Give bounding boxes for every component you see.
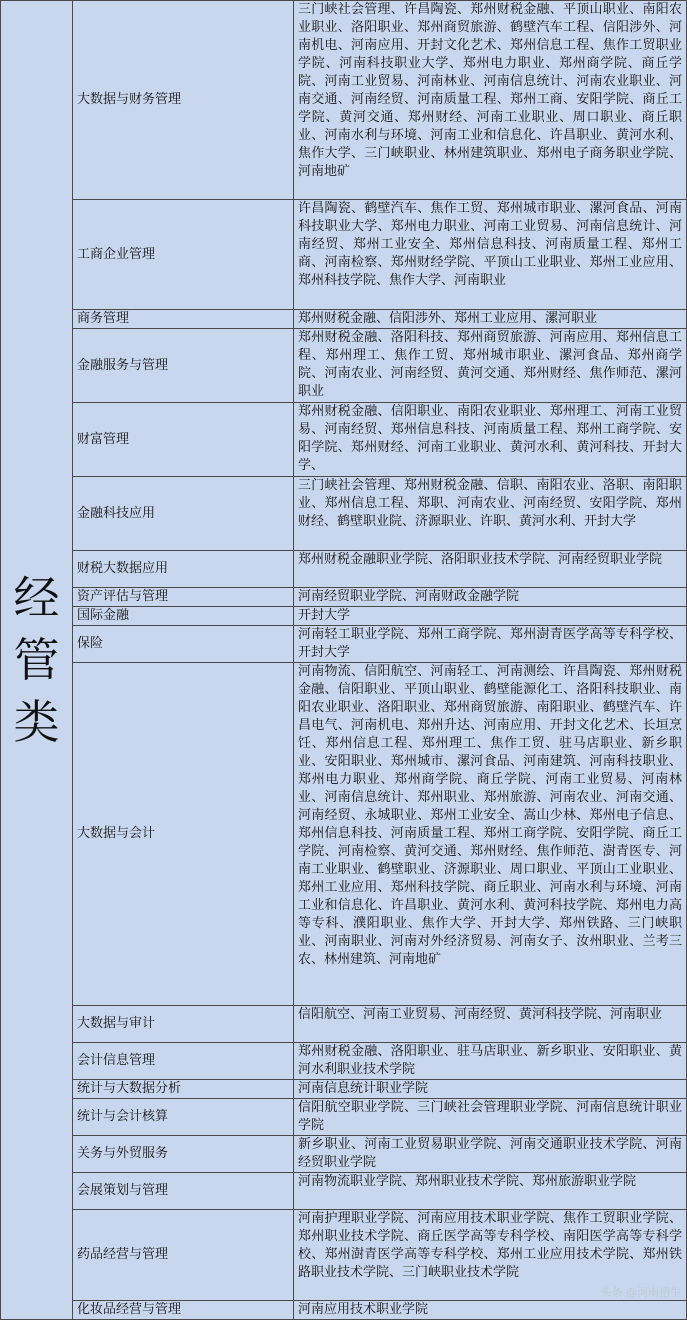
table-row	[1, 1, 687, 200]
school-list: 郑州财税金融、信阳职业、南阳农业职业、郑州理工、河南工业贸易、河南经贸、郑州信息科技、河南质量工程、郑州工商学院、安阳学院、郑州财经、河南工业职业、黄河水利、黄河科技、开封大学、	[294, 403, 687, 477]
table-row	[1, 1301, 687, 1320]
major-name: 金融服务与管理	[73, 329, 294, 403]
major-name: 国际金融	[73, 607, 294, 626]
school-list: 河南信息统计职业学院	[294, 1080, 687, 1099]
table-row	[1, 403, 687, 477]
table-row	[1, 1136, 687, 1173]
table-row	[1, 551, 687, 588]
table-row	[1, 1173, 687, 1210]
major-name: 大数据与财务管理	[73, 1, 294, 200]
school-list: 河南轻工职业学院、郑州工商学院、郑州澍青医学高等专科学校、开封大学	[294, 626, 687, 663]
watermark: 头条 @河南招生	[600, 1286, 681, 1299]
major-name: 商务管理	[73, 310, 294, 329]
table-row	[1, 588, 687, 607]
school-list: 三门峡社会管理、许昌陶瓷、郑州财税金融、平顶山职业、南阳农业职业、洛阳职业、郑州商贸旅游、鹤壁汽车工程、信阳涉外、河南机电、河南应用、开封文化艺术、郑州信息工程、焦作工贸职业学院、河南科技职业大学、郑州电力职业、郑州商学院、商丘学院、河南工业贸易、河南林业、河南信息统计、河南农业职业、河南交通、河南经贸、河南质量工程、郑州工商、安阳学院、商丘工学院、黄河交通、郑州财经、河南工业职业、周口职业、商丘职业、河南水利与环境、河南工业和信息化、许昌职业、黄河水利、焦作大学、三门峡职业、林州建筑职业、郑州电子商务职业学院、河南地矿	[294, 1, 687, 200]
major-name: 财税大数据应用	[73, 551, 294, 588]
table-row	[1, 1006, 687, 1043]
table-row	[1, 1099, 687, 1136]
major-name: 会展策划与管理	[73, 1173, 294, 1210]
category-label	[1, 1, 73, 1320]
major-name: 统计与会计核算	[73, 1099, 294, 1136]
school-list: 三门峡社会管理、郑州财税金融、信职、南阳农业、洛职、南阳职业、郑州信息工程、郑职、河南农业、河南经贸、安阳学院、郑州财经、鹤壁职业院、济源职业、许职、黄河水利、开封大学	[294, 477, 687, 551]
major-name: 大数据与审计	[73, 1006, 294, 1043]
major-name: 大数据与会计	[73, 663, 294, 1006]
major-name: 保险	[73, 626, 294, 663]
table-row	[1, 663, 687, 1006]
table-row	[1, 1080, 687, 1099]
school-list: 许昌陶瓷、鹤壁汽车、焦作工贸、郑州城市职业、漯河食品、河南科技职业大学、郑州电力职业、河南工业贸易、河南信息统计、河南经贸、郑州工业安全、郑州信息科技、河南质量工程、郑州工商、河南检察、郑州财经学院、平顶山工业职业、郑州工业应用、郑州科技学院、焦作大学、河南职业	[294, 200, 687, 310]
category-char: 类	[13, 695, 60, 749]
table-row	[1, 1210, 687, 1301]
major-name: 工商企业管理	[73, 200, 294, 310]
table-row	[1, 200, 687, 310]
school-list: 郑州财税金融、洛阳科技、郑州商贸旅游、河南应用、郑州信息工程、郑州理工、焦作工贸、郑州城市职业、漯河食品、郑州商学院、河南农业、河南经贸、黄河交通、郑州财经、焦作师范、漯河职业	[294, 329, 687, 403]
category-char: 经	[13, 571, 60, 625]
school-list: 河南物流职业学院、郑州职业技术学院、郑州旅游职业学院	[294, 1173, 687, 1210]
table-row	[1, 607, 687, 626]
category-char: 管	[13, 633, 60, 687]
major-name: 资产评估与管理	[73, 588, 294, 607]
school-list: 新乡职业、河南工业贸易职业学院、河南交通职业技术学院、河南经贸职业学院	[294, 1136, 687, 1173]
table-row	[1, 626, 687, 663]
school-list: 开封大学	[294, 607, 687, 626]
school-list: 信阳航空、河南工业贸易、河南经贸、黄河科技学院、河南职业	[294, 1006, 687, 1043]
table-row	[1, 310, 687, 329]
school-list: 郑州财税金融、洛阳职业、驻马店职业、新乡职业、安阳职业、黄河水利职业技术学院	[294, 1043, 687, 1080]
majors-table-body	[1, 1, 687, 1320]
major-name: 化妆品经营与管理	[73, 1301, 294, 1320]
school-list: 河南护理职业学院、河南应用技术职业学院、焦作工贸职业学院、郑州职业技术学院、商丘医学高等专科学校、南阳医学高等专科学校、郑州澍青医学高等专科学校、郑州工业应用技术学院、郑州铁路职业技术学院、三门峡职业技术学院	[294, 1210, 687, 1301]
table-row	[1, 477, 687, 551]
school-list: 河南物流、信阳航空、河南轻工、河南测绘、许昌陶瓷、郑州财税金融、信阳职业、平顶山职业、鹤壁能源化工、洛阳科技职业、南阳农业职业、洛阳职业、郑州商贸旅游、南阳职业、鹤壁汽车、许昌电气、河南机电、郑州升达、河南应用、开封文化艺术、长垣烹饪、郑州信息工程、郑州理工、焦作工贸、驻马店职业、新乡职业、安阳职业、郑州城市、漯河食品、河南建筑、河南科技职业、郑州电力职业、郑州商学院、商丘学院、河南工业贸易、河南林业、河南信息统计、郑州职业、郑州旅游、河南农业、河南交通、河南经贸、永城职业、郑州工业安全、嵩山少林、郑州电子信息、郑州信息科技、河南质量工程、郑州工商学院、安阳学院、商丘工学院、河南检察、黄河交通、郑州财经、焦作师范、澍青医专、河南工业职业、鹤壁职业、济源职业、周口职业、平顶山工业职业、郑州工业应用、郑州科技学院、商丘职业、河南水利与环境、河南工业和信息化、许昌职业、黄河水利、黄河科技学院、郑州电力高等专科、濮阳职业、焦作大学、开封大学、郑州铁路、三门峡职业、河南职业、河南对外经济贸易、河南女子、汝州职业、兰考三农、林州建筑、河南地矿	[294, 663, 687, 1006]
table-row	[1, 329, 687, 403]
school-list: 河南经贸职业学院、河南财政金融学院	[294, 588, 687, 607]
school-list: 河南应用技术职业学院	[294, 1301, 687, 1320]
school-list: 郑州财税金融职业学院、洛阳职业技术学院、河南经贸职业学院	[294, 551, 687, 588]
major-name: 财富管理	[73, 403, 294, 477]
major-name: 关务与外贸服务	[73, 1136, 294, 1173]
major-name: 药品经营与管理	[73, 1210, 294, 1301]
major-name: 统计与大数据分析	[73, 1080, 294, 1099]
major-name: 会计信息管理	[73, 1043, 294, 1080]
table-row	[1, 1043, 687, 1080]
major-name: 金融科技应用	[73, 477, 294, 551]
school-list: 郑州财税金融、信阳涉外、郑州工业应用、漯河职业	[294, 310, 687, 329]
school-list: 信阳航空职业学院、三门峡社会管理职业学院、河南信息统计职业学院	[294, 1099, 687, 1136]
